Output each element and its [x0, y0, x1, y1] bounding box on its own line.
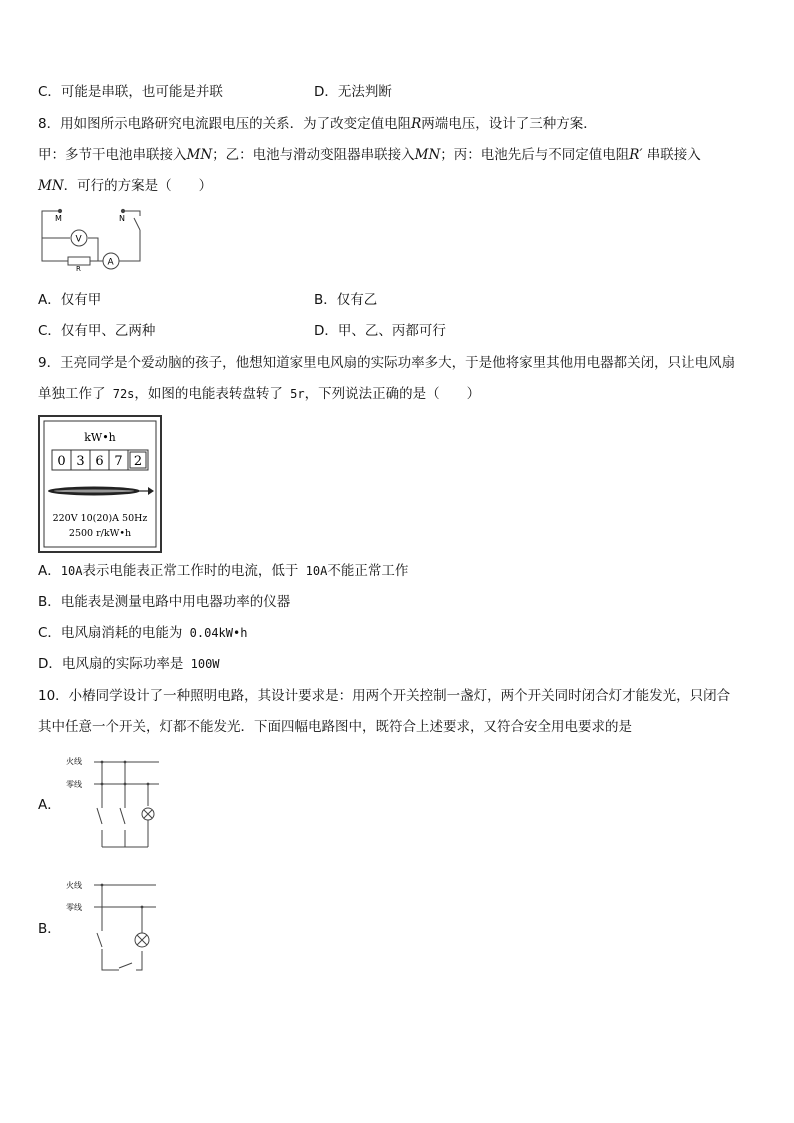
text: ．可行的方案是（ ）: [63, 178, 213, 194]
text: A．: [38, 563, 61, 579]
q8-option-b: B．仅有乙: [314, 292, 378, 308]
value: 0.04kW•h: [182, 626, 248, 640]
q9-energy-meter-figure: [38, 415, 162, 553]
time-value: 72s: [105, 387, 135, 401]
q8-option-d: D．甲、乙、丙都可行: [314, 323, 446, 339]
meter-digit: 0: [57, 454, 66, 469]
var-r: R: [411, 116, 422, 132]
q8-stem-line3: [38, 176, 212, 196]
text: 8．用如图所示电路研究电流跟电压的关系．为了改变定值电阻: [38, 116, 412, 132]
q10-stem-line2: 其中任意一个开关，灯都不能发光．下面四幅电路图中，既符合上述要求，又符合安全用电要求的是: [38, 719, 632, 735]
text: 串联接入: [642, 147, 701, 163]
q9-option-c: [38, 623, 247, 643]
text: 表示电能表正常工作时的电流，低于: [82, 563, 299, 579]
switch-icon: [97, 933, 102, 947]
value: 10A: [60, 564, 83, 578]
text: ，如图的电能表转盘转了: [134, 386, 283, 402]
voltmeter-label: V: [75, 234, 82, 245]
var-mn: MN: [38, 178, 64, 194]
q10-circuit-a-figure: [64, 752, 164, 852]
text: C．电风扇消耗的电能为: [38, 625, 183, 641]
text: 不能正常工作: [327, 563, 409, 579]
value: 10A: [298, 564, 328, 578]
var-mn: MN: [414, 147, 441, 163]
q9-option-a: [38, 561, 408, 581]
q8-circuit-figure: [36, 206, 148, 272]
meter-spec-1: 220V 10(20)A 50Hz: [52, 513, 148, 524]
meter-digit: 6: [95, 454, 104, 469]
q9-stem-line2: [38, 384, 480, 404]
live-wire-label: 火线: [66, 881, 82, 890]
text: ；乙：电池与滑动变阻器串联接入: [212, 147, 415, 163]
text: 甲：多节干电池串联接入: [38, 147, 187, 163]
q9-stem-line1: 9．王亮同学是个爱动脑的孩子，他想知道家里电风扇的实际功率多大，于是他将家里其他用电器都关闭，只让电风扇: [38, 355, 736, 371]
resistor-label: R: [76, 265, 81, 272]
q8-option-c: C．仅有甲、乙两种: [38, 323, 156, 339]
q8-option-a: A．仅有甲: [38, 292, 102, 308]
q10-stem-line1: 10．小椿同学设计了一种照明电路，其设计要求是：用两个开关控制一盏灯，两个开关同时闭合灯才能发光，只闭合: [38, 688, 731, 704]
text: 单独工作了: [38, 386, 106, 402]
neutral-wire-label: 零线: [66, 780, 82, 789]
value: 100W: [183, 657, 220, 671]
label-n: N: [119, 214, 125, 223]
meter-spec-2: 2500 r/kW•h: [68, 528, 132, 539]
label-m: M: [55, 214, 62, 223]
var-mn: MN: [186, 147, 213, 163]
text: 两端电压，设计了三种方案．: [421, 116, 597, 132]
q10-option-b-label: B．: [38, 921, 61, 937]
q7-option-d: D．无法判断: [314, 84, 392, 100]
meter-digit: 3: [76, 454, 85, 469]
q7-option-c: C．可能是串联，也可能是并联: [38, 84, 223, 100]
meter-digit: 2: [133, 454, 143, 469]
meter-unit: kW•h: [84, 431, 116, 444]
q10-circuit-b-figure: [64, 875, 164, 975]
meter-disc-icon: [48, 487, 154, 496]
var-r-prime: R′: [629, 147, 643, 163]
meter-digit: 7: [114, 454, 123, 469]
text: ；丙：电池先后与不同定值电阻: [440, 147, 630, 163]
q9-option-d: [38, 654, 220, 674]
switch-icon: [119, 963, 132, 968]
q9-option-b: B．电能表是测量电路中用电器功率的仪器: [38, 594, 291, 610]
ammeter-label: A: [107, 257, 114, 268]
revolutions-value: 5r: [282, 387, 305, 401]
text: D．电风扇的实际功率是: [38, 656, 184, 672]
q8-stem-line1: [38, 114, 597, 134]
neutral-wire-label: 零线: [66, 903, 82, 912]
q8-stem-line2: [38, 145, 701, 165]
text: ，下列说法正确的是（ ）: [304, 386, 481, 402]
live-wire-label: 火线: [66, 757, 82, 766]
q10-option-a-label: A．: [38, 797, 61, 813]
